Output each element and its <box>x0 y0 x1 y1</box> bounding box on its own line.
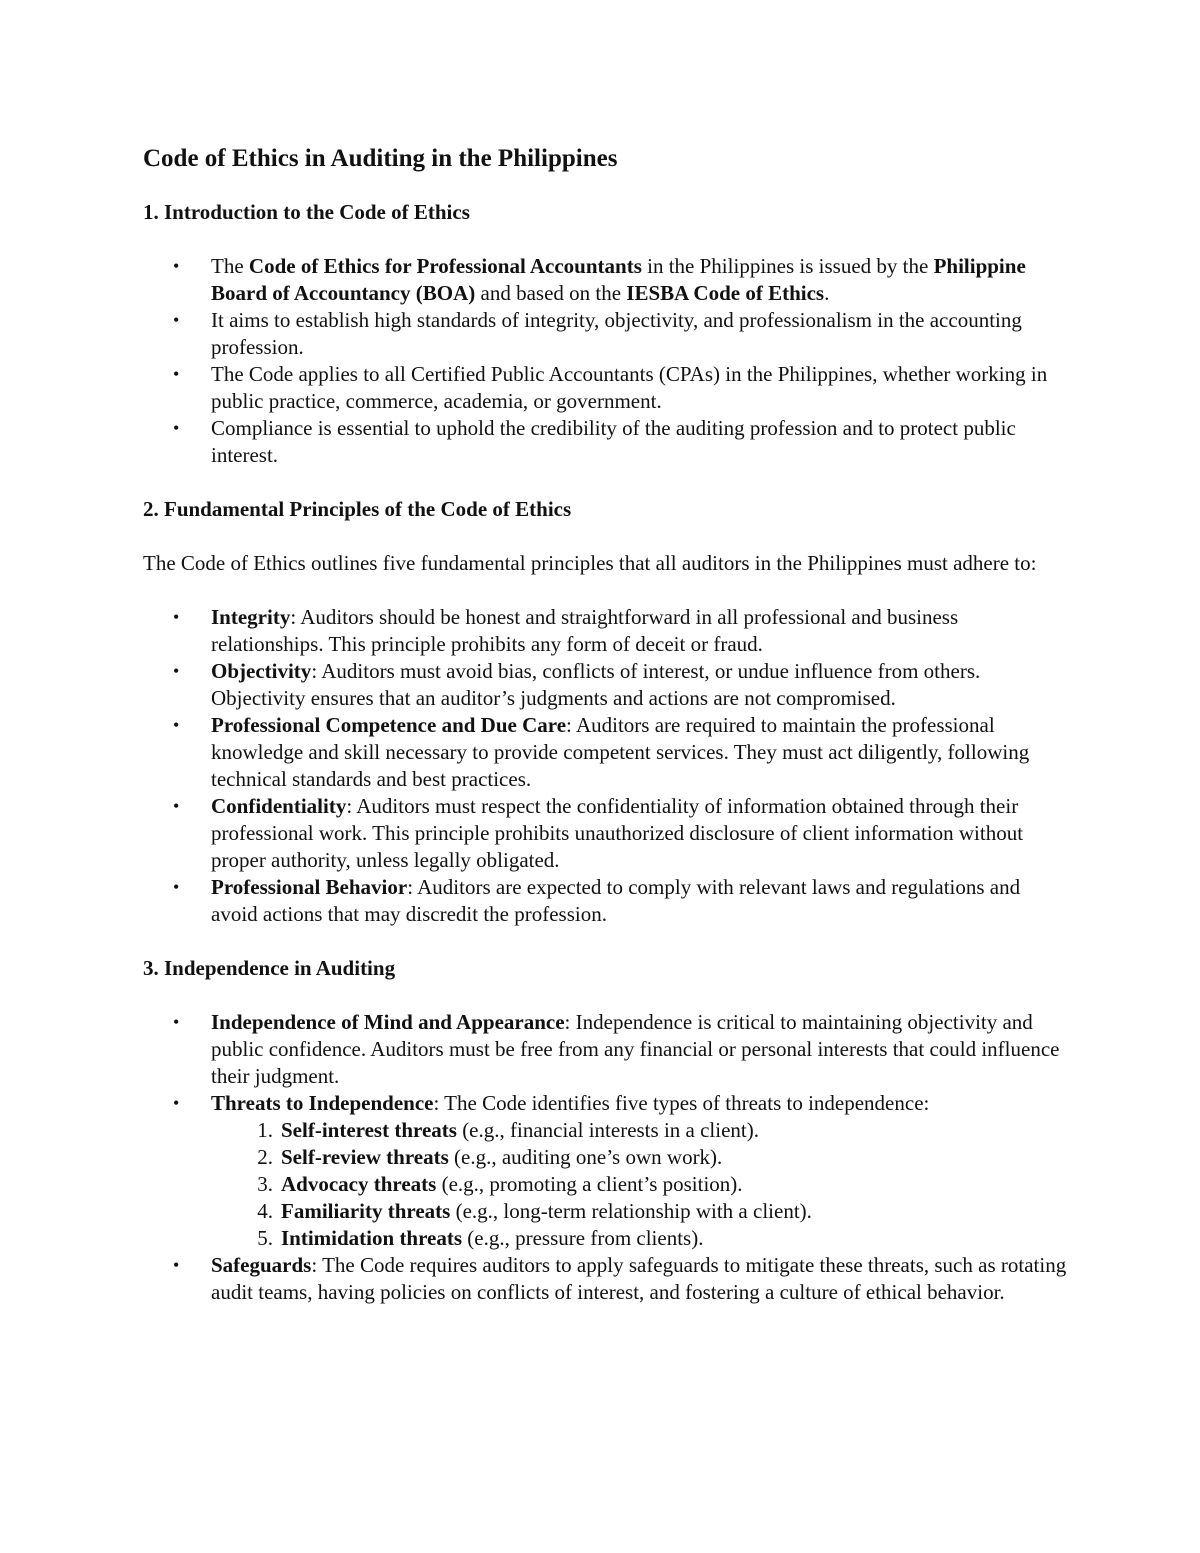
document-content <box>143 143 1068 1306</box>
section-independence <box>143 955 1068 1306</box>
bullet-list <box>143 1009 1068 1306</box>
numbered-item: 4. Familiarity threats (e.g., long-term relationship with a client). <box>257 1199 812 1223</box>
list-item: • Threats to Independence: The Code identifies five types of threats to independence: 1. Self-interest threats (e.g., financial interests in a client). 2. Self-review threats (e.g., auditing one’s own work). 3. Advocacy threats (e.g., promoting a client’s position). 4. Familiarity threats (e.g., long-term relationship with a client). 5. Intimidation threats (e.g., pressure from clients). <box>143 1090 1068 1252</box>
numbered-item: 3. Advocacy threats (e.g., promoting a client’s position). <box>257 1172 743 1196</box>
list-item: • Independence of Mind and Appearance: Independence is critical to maintaining objectivity and public confidence. Auditors must be free from any financial or personal interests that could influence their judgment. <box>143 1009 1068 1090</box>
section-heading: 2. Fundamental Principles of the Code of Ethics <box>143 497 572 521</box>
list-item: • The Code applies to all Certified Public Accountants (CPAs) in the Philippines, whether working in public practice, commerce, academia, or government. <box>143 361 1068 415</box>
list-item: • Safeguards: The Code requires auditors to apply safeguards to mitigate these threats, such as rotating audit teams, having policies on conflicts of interest, and fostering a culture of ethical behavior. <box>143 1252 1068 1306</box>
section-fundamental-principles <box>143 496 1068 928</box>
section-intro-paragraph: The Code of Ethics outlines five fundamental principles that all auditors in the Philippines must adhere to: <box>143 551 1037 575</box>
list-item: • It aims to establish high standards of integrity, objectivity, and professionalism in the accounting profession. <box>143 307 1068 361</box>
numbered-item: 2. Self-review threats (e.g., auditing one’s own work). <box>257 1145 723 1169</box>
section-introduction <box>143 199 1068 469</box>
section-heading: 3. Independence in Auditing <box>143 956 396 980</box>
list-item: • Compliance is essential to uphold the credibility of the auditing profession and to protect public interest. <box>143 415 1068 469</box>
section-heading: 1. Introduction to the Code of Ethics <box>143 200 470 224</box>
bullet-list <box>143 604 1068 928</box>
numbered-item: 5. Intimidation threats (e.g., pressure from clients). <box>257 1226 704 1250</box>
numbered-item: 1. Self-interest threats (e.g., financial interests in a client). <box>257 1118 759 1142</box>
list-item: • Objectivity: Auditors must avoid bias, conflicts of interest, or undue influence from others. Objectivity ensures that an auditor’s judgments and actions are not compromised. <box>143 658 1068 712</box>
threats-numbered-list <box>211 1117 1068 1252</box>
list-item: • Integrity: Auditors should be honest and straightforward in all professional and business relationships. This principle prohibits any form of deceit or fraud. <box>143 604 1068 658</box>
document-title: Code of Ethics in Auditing in the Philippines <box>143 145 618 172</box>
list-item: • Professional Behavior: Auditors are expected to comply with relevant laws and regulations and avoid actions that may discredit the profession. <box>143 874 1068 928</box>
list-item: • The Code of Ethics for Professional Accountants in the Philippines is issued by the Philippine Board of Accountancy (BOA) and based on the IESBA Code of Ethics. <box>143 253 1068 307</box>
list-item: • Confidentiality: Auditors must respect the confidentiality of information obtained through their professional work. This principle prohibits unauthorized disclosure of client information without proper authority, unless legally obligated. <box>143 793 1068 874</box>
bullet-list <box>143 253 1068 469</box>
list-item: • Professional Competence and Due Care: Auditors are required to maintain the professional knowledge and skill necessary to provide competent services. They must act diligently, following technical standards and best practices. <box>143 712 1068 793</box>
